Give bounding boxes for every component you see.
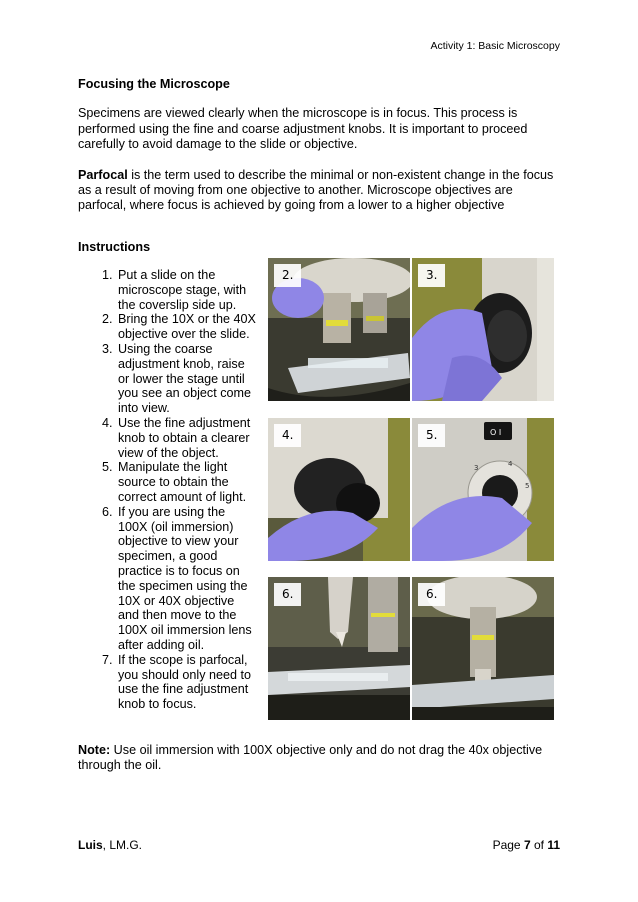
photo-label: 4.	[274, 424, 301, 447]
note-text: Use oil immersion with 100X objective only and do not drag the 40x objective through the oil.	[78, 743, 543, 773]
instruction-step: 1. Put a slide on the microscope stage, with the coverslip side up.	[116, 268, 256, 312]
section-title: Focusing the Microscope	[78, 77, 230, 91]
note-label: Note:	[78, 743, 111, 757]
photo-label: 6.	[418, 583, 445, 606]
photo-step-5	[412, 418, 554, 561]
parfocal-term: Parfocal	[78, 167, 128, 182]
photo-step-4	[268, 418, 410, 561]
running-header: Activity 1: Basic Microscopy	[430, 40, 560, 52]
instruction-step: 7. If the scope is parfocal, you should only need to use the fine adjustment knob to focus.	[116, 653, 256, 712]
photo-label: 3.	[418, 264, 445, 287]
photo-label: 6.	[274, 583, 301, 606]
photo-label: 2.	[274, 264, 301, 287]
dial-number: 3	[474, 464, 479, 472]
page-total: 11	[547, 838, 560, 852]
intro-paragraph: Specimens are viewed clearly when the microscope is in focus. This process is performed using the fine and coarse adjustment knobs. It is important to proceed carefully to avoid damage to the slide or objective.	[78, 106, 528, 152]
footer-author	[78, 838, 142, 852]
note-paragraph	[78, 743, 560, 774]
dial-number: 4	[508, 460, 513, 468]
instruction-list	[78, 268, 256, 712]
photo-step-6b	[412, 577, 554, 720]
dial-number: 5	[525, 482, 530, 490]
instruction-step: 2. Bring the 10X or the 40X objective over the slide.	[116, 312, 256, 342]
author-initials: , LM.G.	[102, 838, 143, 852]
author-surname: Luis	[78, 838, 103, 852]
page-number	[493, 838, 560, 852]
light-switch-marks: O I	[490, 428, 502, 437]
instructions-title: Instructions	[78, 240, 151, 254]
photo-label: 5.	[418, 424, 445, 447]
instruction-step: 6. If you are using the 100X (oil immersion) objective to view your specimen, a good practice is to focus on the specimen using the 10X or 40X objective and then move to the 100X oil immersion lens after adding oil.	[116, 505, 256, 653]
page-of: of	[530, 838, 548, 852]
page-current: 7	[523, 838, 531, 852]
instruction-step: 4. Use the fine adjustment knob to obtain a clearer view of the object.	[116, 416, 256, 460]
photo-step-3	[412, 258, 554, 401]
photo-step-2	[268, 258, 410, 401]
instruction-step: 5. Manipulate the light source to obtain the correct amount of light.	[116, 460, 256, 504]
photo-step-6a	[268, 577, 410, 720]
parfocal-definition: is the term used to describe the minimal or non-existent change in the focus as a result of moving from one objective to another. Microscope objectives are parfocal, where focus is achieved by going from a lower to a higher objective	[78, 167, 554, 213]
parfocal-paragraph	[78, 168, 560, 214]
page-prefix: Page	[492, 838, 524, 852]
main-content	[78, 77, 560, 229]
instruction-step: 3. Using the coarse adjustment knob, raise or lower the stage until you see an object come into view.	[116, 342, 256, 416]
